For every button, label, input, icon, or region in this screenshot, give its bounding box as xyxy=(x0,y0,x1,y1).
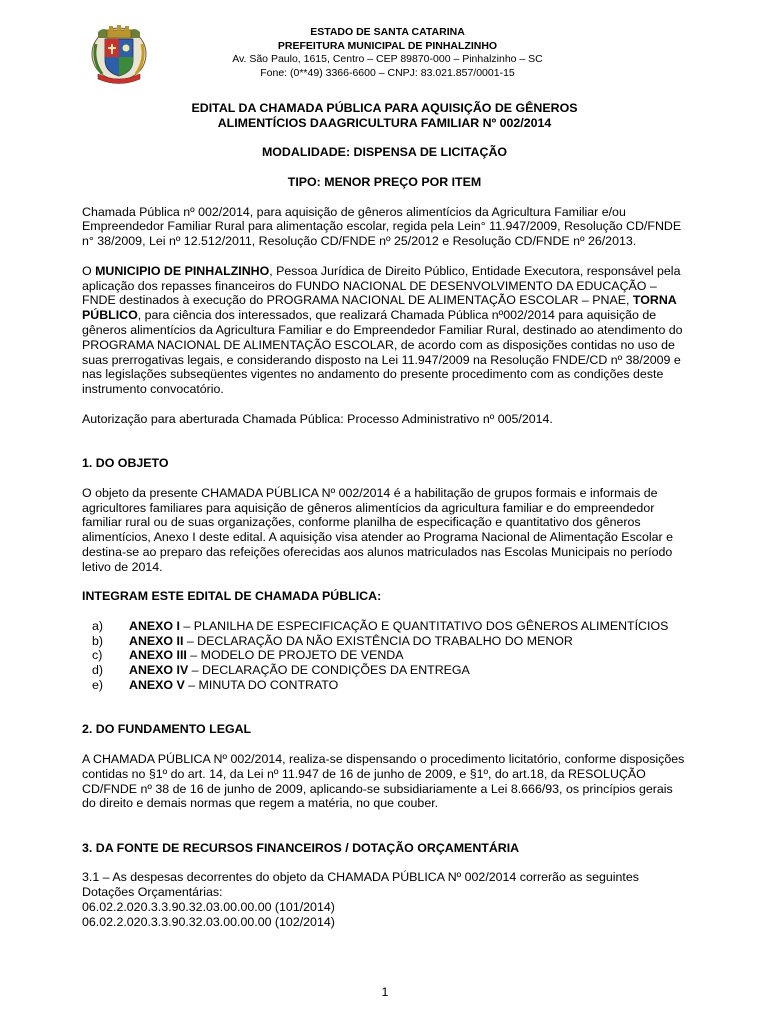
annex-name: ANEXO I xyxy=(129,618,180,633)
annex-name: ANEXO II xyxy=(129,633,184,648)
list-marker: a) xyxy=(92,618,104,633)
list-item xyxy=(82,648,687,663)
torna-publico: TORNA PÚBLICO xyxy=(82,293,677,323)
announcement-middle: , Pessoa Jurídica de Direito Público, Entidade Executora, responsável pela aplicação dos repasses financeiros do FUNDO NACIONAL DE DESENVOLVIMENTO DA EDUCAÇÃO – FNDE destinados à execução do PROGRAMA NACIONAL DE ALIMENTAÇÃO ESCOLAR – PNAE, xyxy=(82,263,681,308)
announcement-suffix: , para ciência dos interessados, que realizará Chamada Pública nº002/2014 para aquisição de gêneros alimentícios da Agricultura Familiar e do Empreendedor Familiar Rural, destinado ao atendimento do PROGRAMA NACIONAL DE ALIMENTAÇÃO ESCOLAR, de acordo com as disposições contidas no uso de suas prerrogativas legais, e considerando disposto na Lei 11.947/2009 na Resolução FNDE/CD nº 38/2009 e nas legislações subseqüentes vigentes no andamento do presente procedimento com as condições deste instrumento convocatório. xyxy=(82,308,683,397)
dotacao-line: 06.02.2.020.3.3.90.32.03.00.00.00 (102/2014) xyxy=(82,914,335,929)
header-phone-cnpj: Fone: (0**49) 3366-6600 – CNPJ: 83.021.857/0001-15 xyxy=(260,66,515,79)
integram-heading: INTEGRAM ESTE EDITAL DE CHAMADA PÚBLICA: xyxy=(82,589,382,604)
section-heading-objeto: 1. DO OBJETO xyxy=(82,456,169,471)
edital-title-line1: EDITAL DA CHAMADA PÚBLICA PARA AQUISIÇÃO DE GÊNEROS xyxy=(191,101,578,115)
annex-list xyxy=(82,619,687,693)
list-marker: e) xyxy=(92,678,104,693)
header-prefecture: PREFEITURA MUNICIPAL DE PINHALZINHO xyxy=(277,39,498,52)
annex-desc: – MODELO DE PROJETO DE VENDA xyxy=(186,648,404,663)
annex-desc: – DECLARAÇÃO DE CONDIÇÕES DA ENTREGA xyxy=(188,663,470,678)
announcement-prefix: O xyxy=(82,263,96,278)
letterhead-text xyxy=(150,26,625,80)
list-marker: b) xyxy=(92,633,104,648)
municipal-crest-icon xyxy=(90,24,148,88)
annex-desc: – DECLARAÇÃO DA NÃO EXISTÊNCIA DO TRABALHO DO MENOR xyxy=(183,633,573,648)
annex-desc: – MINUTA DO CONTRATO xyxy=(184,678,339,693)
edital-title-line2: ALIMENTÍCIOS DAAGRICULTURA FAMILIAR Nº 002/2014 xyxy=(217,115,552,130)
page-number: 1 xyxy=(381,985,389,999)
edital-title xyxy=(82,101,687,131)
list-item xyxy=(82,663,687,678)
list-item xyxy=(82,634,687,649)
fundamento-paragraph: A CHAMADA PÚBLICA Nº 002/2014, realiza-se dispensando o procedimento licitatório, conforme disposições contidas no §1º do art. 14, da Lei nº 11.947 de 16 de junho de 2009, e §1º, do art.18, da RESOLUÇÃO CD/FNDE nº 38 de 16 de junho de 2009, aplicando-se subsidiariamente a Lei 8.666/93, os princípios gerais do direito e demais normas que regem a matéria, no que couber. xyxy=(82,752,685,811)
letterhead xyxy=(0,24,770,94)
tipo: TIPO: MENOR PREÇO POR ITEM xyxy=(287,174,482,189)
annex-name: ANEXO III xyxy=(129,648,187,663)
list-item xyxy=(82,678,687,693)
section-heading-recursos: 3. DA FONTE DE RECURSOS FINANCEIROS / DOTAÇÃO ORÇAMENTÁRIA xyxy=(82,840,520,855)
section-heading-fundamento: 2. DO FUNDAMENTO LEGAL xyxy=(82,722,252,737)
dotacao-line: 06.02.2.020.3.3.90.32.03.00.00.00 (101/2014) xyxy=(82,900,335,915)
municipality-name: MUNICIPIO DE PINHALZINHO xyxy=(95,263,270,278)
header-address: Av. São Paulo, 1615, Centro – CEP 89870-000 – Pinhalzinho – SC xyxy=(232,53,543,65)
annex-name: ANEXO IV xyxy=(129,663,189,678)
header-state: ESTADO DE SANTA CATARINA xyxy=(310,26,465,38)
objeto-paragraph: O objeto da presente CHAMADA PÚBLICA Nº 002/2014 é a habilitação de grupos formais e informais de agricultores familiares para aquisição de gêneros alimentícios da agricultura familiar e do empreendedor familiar rural ou de suas organizações, conforme planilha de especificação e quantitativo dos gêneros alimentícios, Anexo I deste edital. A aquisição visa atender ao Programa Nacional de Alimentação Escolar e destina-se ao preparo das refeições oferecidas aos alunos matriculados nas Escolas Municipais no período letivo de 2014. xyxy=(82,485,673,574)
annex-desc: – PLANILHA DE ESPECIFICAÇÃO E QUANTITATIVO DOS GÊNEROS ALIMENTÍCIOS xyxy=(179,618,669,633)
list-item xyxy=(82,619,687,634)
modalidade: MODALIDADE: DISPENSA DE LICITAÇÃO xyxy=(261,145,508,160)
list-marker: d) xyxy=(92,663,104,678)
intro-paragraph: Chamada Pública nº 002/2014, para aquisição de gêneros alimentícios da Agricultura Familiar e/ou Empreendedor Familiar Rural para alimentação escolar, regida pela Lein° 11.947/2009, Resolução CD/FNDE n° 38/2009, Lei nº 12.512/2011, Resolução CD/FNDE nº 25/2012 e Resolução CD/FNDE nº 26/2013. xyxy=(82,204,682,249)
announcement-paragraph xyxy=(82,264,687,397)
document-body xyxy=(82,101,687,930)
annex-name: ANEXO V xyxy=(129,678,185,693)
recursos-paragraph: 3.1 – As despesas decorrentes do objeto da CHAMADA PÚBLICA Nº 002/2014 correrão as seguintes Dotações Orçamentárias: xyxy=(82,870,639,900)
list-marker: c) xyxy=(92,648,103,663)
authorization-paragraph: Autorização para aberturada Chamada Pública: Processo Administrativo nº 005/2014. xyxy=(82,411,553,426)
